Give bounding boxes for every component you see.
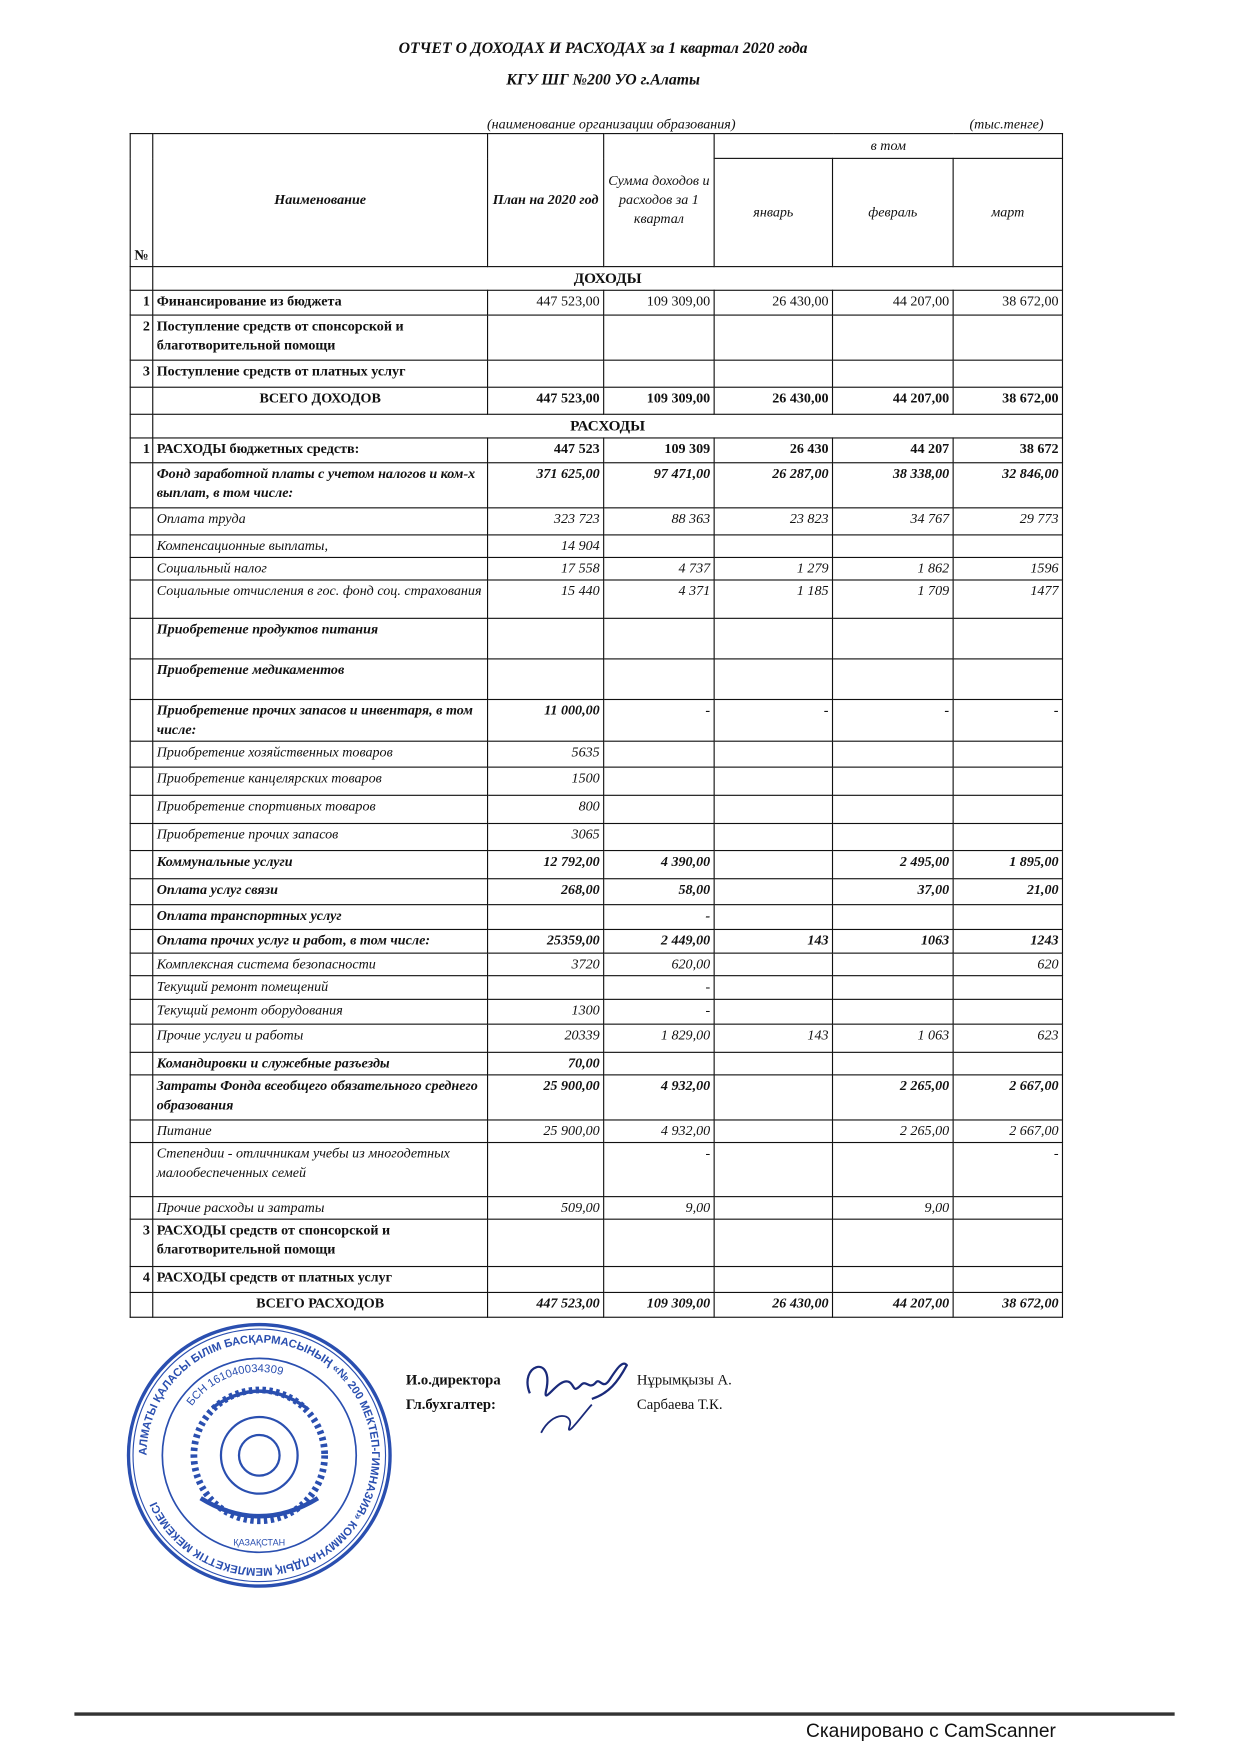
quarter-sum-cell xyxy=(604,742,714,768)
row-name-cell: Фонд заработной платы с учетом налогов и ком-х выплат, в том числе: xyxy=(153,463,488,508)
march-cell: 620 xyxy=(953,954,1062,976)
plan-cell xyxy=(488,905,604,930)
quarter-sum-cell: 88 363 xyxy=(604,508,714,535)
march-cell: 38 672,00 xyxy=(953,387,1062,414)
quarter-sum-cell: 58,00 xyxy=(604,879,714,905)
row-number-cell: 2 xyxy=(130,315,153,360)
quarter-sum-cell: 4 371 xyxy=(604,580,714,618)
february-cell: 37,00 xyxy=(833,879,954,905)
plan-cell: 371 625,00 xyxy=(488,463,604,508)
quarter-sum-cell xyxy=(604,824,714,851)
row-number-cell xyxy=(130,851,153,879)
february-cell xyxy=(833,1000,954,1025)
row-number-cell xyxy=(130,742,153,768)
row-number-cell xyxy=(130,659,153,700)
january-cell xyxy=(714,879,832,905)
table-row xyxy=(130,905,1062,930)
quarter-sum-cell: - xyxy=(604,905,714,930)
february-cell: 2 265,00 xyxy=(833,1120,954,1143)
march-cell: 2 667,00 xyxy=(953,1120,1062,1143)
plan-cell: 1500 xyxy=(488,768,604,796)
table-row xyxy=(130,976,1062,1000)
january-cell xyxy=(714,360,832,387)
svg-text:БСН 161040034309 xyxy=(185,1363,285,1408)
plan-cell xyxy=(488,1219,604,1266)
plan-cell: 12 792,00 xyxy=(488,851,604,879)
table-row xyxy=(130,619,1062,660)
quarter-sum-cell xyxy=(604,796,714,824)
february-cell xyxy=(833,360,954,387)
march-cell: 1596 xyxy=(953,558,1062,581)
plan-cell: 20339 xyxy=(488,1025,604,1053)
quarter-sum-cell: 1 829,00 xyxy=(604,1025,714,1053)
march-cell xyxy=(953,796,1062,824)
row-name-cell: Питание xyxy=(153,1120,488,1143)
row-name-cell: Оплата услуг связи xyxy=(153,879,488,905)
march-cell: 2 667,00 xyxy=(953,1075,1062,1120)
february-cell: 1063 xyxy=(833,930,954,954)
table-row xyxy=(130,360,1062,387)
plan-cell: 447 523,00 xyxy=(488,1293,604,1318)
row-name-cell: Комплексная система безопасности xyxy=(153,954,488,976)
table-row xyxy=(130,824,1062,851)
january-cell: 143 xyxy=(714,930,832,954)
january-cell xyxy=(714,851,832,879)
table-row xyxy=(130,558,1062,581)
january-cell xyxy=(714,1120,832,1143)
table-row xyxy=(130,1120,1062,1143)
plan-cell: 25359,00 xyxy=(488,930,604,954)
quarter-sum-cell: 9,00 xyxy=(604,1197,714,1219)
row-number-cell xyxy=(130,930,153,954)
march-cell xyxy=(953,1000,1062,1025)
january-cell: 26 430 xyxy=(714,438,832,463)
row-name-cell: Приобретение хозяйственных товаров xyxy=(153,742,488,768)
table-row xyxy=(130,659,1062,700)
january-cell: 26 287,00 xyxy=(714,463,832,508)
plan-cell: 17 558 xyxy=(488,558,604,581)
plan-cell xyxy=(488,315,604,360)
table-row xyxy=(130,535,1062,558)
row-name-cell: Командировки и служебные разъезды xyxy=(153,1053,488,1076)
handwritten-signature xyxy=(519,1343,632,1444)
january-cell xyxy=(714,1075,832,1120)
director-name: Нұрымқызы А. xyxy=(636,1371,732,1388)
table-row xyxy=(130,387,1062,414)
january-cell xyxy=(714,535,832,558)
plan-cell: 1300 xyxy=(488,1000,604,1025)
table-row xyxy=(130,1143,1062,1197)
february-cell xyxy=(833,796,954,824)
stamp-bin: БСН 161040034309 xyxy=(184,1363,285,1409)
row-number-cell xyxy=(130,508,153,535)
table-row xyxy=(130,1075,1062,1120)
february-cell: 1 709 xyxy=(833,580,954,618)
row-name-cell: РАСХОДЫ средств от спонсорской и благотворительной помощи xyxy=(153,1219,488,1266)
row-name-cell: Текущий ремонт оборудования xyxy=(153,1000,488,1025)
march-cell xyxy=(953,768,1062,796)
february-cell xyxy=(833,742,954,768)
february-cell: 2 495,00 xyxy=(833,851,954,879)
accountant-label: Гл.бухгалтер: xyxy=(405,1395,496,1413)
table-row xyxy=(130,315,1062,360)
march-cell xyxy=(953,619,1062,660)
january-cell xyxy=(714,1267,832,1293)
march-cell xyxy=(953,976,1062,1000)
quarter-sum-cell: 109 309 xyxy=(604,438,714,463)
january-cell: 1 279 xyxy=(714,558,832,581)
col-header-name: Наименование xyxy=(153,134,488,267)
quarter-sum-cell xyxy=(604,619,714,660)
row-number-cell xyxy=(130,905,153,930)
stamp-center-text: ҚАЗАҚСТАН xyxy=(233,1537,286,1548)
january-cell: 23 823 xyxy=(714,508,832,535)
plan-cell xyxy=(488,619,604,660)
january-cell xyxy=(714,976,832,1000)
row-name-cell: РАСХОДЫ средств от платных услуг xyxy=(153,1267,488,1293)
march-cell xyxy=(953,535,1062,558)
february-cell xyxy=(833,824,954,851)
col-header-march: март xyxy=(953,158,1062,266)
quarter-sum-cell xyxy=(604,315,714,360)
plan-cell: 15 440 xyxy=(488,580,604,618)
january-cell xyxy=(714,1143,832,1197)
col-header-group: в том xyxy=(714,134,1062,159)
march-cell xyxy=(953,360,1062,387)
col-header-plan: План на 2020 год xyxy=(488,134,604,267)
march-cell: 1243 xyxy=(953,930,1062,954)
row-number-cell xyxy=(130,824,153,851)
january-cell: 26 430,00 xyxy=(714,387,832,414)
row-name-cell: Текущий ремонт помещений xyxy=(153,976,488,1000)
row-name-cell: Приобретение прочих запасов xyxy=(153,824,488,851)
row-name-cell: Коммунальные услуги xyxy=(153,851,488,879)
february-cell xyxy=(833,535,954,558)
quarter-sum-cell: 109 309,00 xyxy=(604,291,714,316)
january-cell xyxy=(714,742,832,768)
row-number-cell: 1 xyxy=(130,438,153,463)
march-cell xyxy=(953,742,1062,768)
official-stamp xyxy=(124,1320,395,1591)
table-row xyxy=(130,463,1062,508)
row-name-cell: Социальный налог xyxy=(153,558,488,581)
organization-note: (наименование организации образования) xyxy=(486,116,736,132)
row-number-cell xyxy=(130,1143,153,1197)
row-number-cell xyxy=(130,954,153,976)
january-cell xyxy=(714,954,832,976)
quarter-sum-cell: 620,00 xyxy=(604,954,714,976)
plan-cell: 447 523,00 xyxy=(488,387,604,414)
plan-cell xyxy=(488,1143,604,1197)
quarter-sum-cell: 4 932,00 xyxy=(604,1120,714,1143)
row-name-cell: Приобретение канцелярских товаров xyxy=(153,768,488,796)
plan-cell: 323 723 xyxy=(488,508,604,535)
quarter-sum-cell: 2 449,00 xyxy=(604,930,714,954)
february-cell xyxy=(833,768,954,796)
row-name-cell: Поступление средств от платных услуг xyxy=(153,360,488,387)
row-number-cell xyxy=(130,463,153,508)
march-cell xyxy=(953,1197,1062,1219)
january-cell: 1 185 xyxy=(714,580,832,618)
table-row xyxy=(130,879,1062,905)
quarter-sum-cell: 4 390,00 xyxy=(604,851,714,879)
scanner-watermark: Сканировано с CamScanner xyxy=(806,1720,1056,1742)
february-cell: 44 207,00 xyxy=(833,387,954,414)
table-row xyxy=(130,768,1062,796)
table-row xyxy=(130,1197,1062,1219)
row-number-cell xyxy=(130,1053,153,1076)
row-number-cell xyxy=(130,879,153,905)
row-number-cell xyxy=(130,1075,153,1120)
january-cell xyxy=(714,619,832,660)
quarter-sum-cell: 109 309,00 xyxy=(604,1293,714,1318)
row-name-cell: Оплата транспортных услуг xyxy=(153,905,488,930)
row-name-cell: Прочие услуги и работы xyxy=(153,1025,488,1053)
quarter-sum-cell: 4 932,00 xyxy=(604,1075,714,1120)
quarter-sum-cell xyxy=(604,659,714,700)
row-name-cell: Приобретение прочих запасов и инвентаря, в том числе: xyxy=(153,700,488,742)
row-number-cell xyxy=(130,768,153,796)
plan-cell: 447 523,00 xyxy=(488,291,604,316)
february-cell xyxy=(833,976,954,1000)
signature-block xyxy=(130,1320,1062,1602)
march-cell: 29 773 xyxy=(953,508,1062,535)
section-row xyxy=(130,415,1062,439)
table-row xyxy=(130,438,1062,463)
row-number-cell: 3 xyxy=(130,360,153,387)
quarter-sum-cell: 97 471,00 xyxy=(604,463,714,508)
february-cell: 1 862 xyxy=(833,558,954,581)
march-cell: 38 672 xyxy=(953,438,1062,463)
march-cell: - xyxy=(953,1143,1062,1197)
february-cell: 2 265,00 xyxy=(833,1075,954,1120)
quarter-sum-cell xyxy=(604,360,714,387)
march-cell: 32 846,00 xyxy=(953,463,1062,508)
plan-cell xyxy=(488,1267,604,1293)
january-cell xyxy=(714,905,832,930)
col-header-february: февраль xyxy=(833,158,954,266)
row-name-cell: Приобретение медикаментов xyxy=(153,659,488,700)
table-row xyxy=(130,291,1062,316)
february-cell xyxy=(833,315,954,360)
january-cell xyxy=(714,768,832,796)
row-name-cell: РАСХОДЫ бюджетных средств: xyxy=(153,438,488,463)
plan-cell: 268,00 xyxy=(488,879,604,905)
quarter-sum-cell: - xyxy=(604,1000,714,1025)
plan-cell: 70,00 xyxy=(488,1053,604,1076)
table-row xyxy=(130,1025,1062,1053)
table-row xyxy=(130,742,1062,768)
plan-cell: 5635 xyxy=(488,742,604,768)
january-cell xyxy=(714,1000,832,1025)
quarter-sum-cell xyxy=(604,1267,714,1293)
february-cell xyxy=(833,905,954,930)
row-number-cell: 4 xyxy=(130,1267,153,1293)
row-name-cell: ВСЕГО ДОХОДОВ xyxy=(153,387,488,414)
income-expense-table xyxy=(130,133,1063,1318)
table-row xyxy=(130,851,1062,879)
january-cell xyxy=(714,1219,832,1266)
table-row xyxy=(130,1293,1062,1318)
row-number-cell xyxy=(130,267,153,291)
quarter-sum-cell xyxy=(604,1053,714,1076)
january-cell xyxy=(714,1053,832,1076)
row-number-cell xyxy=(130,1000,153,1025)
plan-cell xyxy=(488,659,604,700)
february-cell: 44 207,00 xyxy=(833,1293,954,1318)
march-cell: 38 672,00 xyxy=(953,291,1062,316)
plan-cell xyxy=(488,976,604,1000)
accountant-name: Сарбаева Т.К. xyxy=(636,1395,723,1413)
quarter-sum-cell: - xyxy=(604,700,714,742)
organization-name: КГУ ШГ №200 УО г.Алаты xyxy=(506,72,700,90)
plan-cell: 14 904 xyxy=(488,535,604,558)
february-cell: 38 338,00 xyxy=(833,463,954,508)
row-number-cell xyxy=(130,1120,153,1143)
table-row xyxy=(130,700,1062,742)
february-cell: 34 767 xyxy=(833,508,954,535)
february-cell: 9,00 xyxy=(833,1197,954,1219)
row-name-cell: ВСЕГО РАСХОДОВ xyxy=(153,1293,488,1318)
quarter-sum-cell xyxy=(604,768,714,796)
march-cell xyxy=(953,905,1062,930)
march-cell xyxy=(953,824,1062,851)
row-number-cell xyxy=(130,415,153,439)
table-body xyxy=(130,267,1062,1318)
february-cell xyxy=(833,1143,954,1197)
row-number-cell: 3 xyxy=(130,1219,153,1266)
table-row xyxy=(130,1000,1062,1025)
plan-cell: 25 900,00 xyxy=(488,1075,604,1120)
plan-cell: 447 523 xyxy=(488,438,604,463)
march-cell: - xyxy=(953,700,1062,742)
february-cell xyxy=(833,1053,954,1076)
col-header-number: № xyxy=(130,134,153,267)
row-number-cell xyxy=(130,535,153,558)
february-cell xyxy=(833,1267,954,1293)
march-cell: 623 xyxy=(953,1025,1062,1053)
january-cell xyxy=(714,824,832,851)
february-cell: - xyxy=(833,700,954,742)
march-cell xyxy=(953,659,1062,700)
stamp-outer-text: АЛМАТЫ ҚАЛАСЫ БІЛІМ БАСҚАРМАСЫНЫҢ «№ 200 МЕКТЕП-ГИМНАЗИЯ» КОММУНАЛДЫҚ МЕМЛЕКЕТТІК МЕКЕМЕСІ xyxy=(137,1333,382,1578)
quarter-sum-cell: 4 737 xyxy=(604,558,714,581)
row-name-cell: Компенсационные выплаты, xyxy=(153,535,488,558)
quarter-sum-cell xyxy=(604,535,714,558)
row-name-cell: Поступление средств от спонсорской и благотворительной помощи xyxy=(153,315,488,360)
row-number-cell xyxy=(130,619,153,660)
report-body xyxy=(130,133,1062,1602)
january-cell: 26 430,00 xyxy=(714,291,832,316)
row-number-cell xyxy=(130,976,153,1000)
march-cell: 21,00 xyxy=(953,879,1062,905)
row-number-cell xyxy=(130,1197,153,1219)
quarter-sum-cell: - xyxy=(604,1143,714,1197)
director-label: И.о.директора xyxy=(405,1371,501,1388)
march-cell: 38 672,00 xyxy=(953,1293,1062,1318)
row-number-cell xyxy=(130,1293,153,1318)
february-cell: 44 207 xyxy=(833,438,954,463)
february-cell xyxy=(833,619,954,660)
february-cell: 1 063 xyxy=(833,1025,954,1053)
january-cell: 26 430,00 xyxy=(714,1293,832,1318)
march-cell xyxy=(953,1053,1062,1076)
row-name-cell: Социальные отчисления в гос. фонд соц. страхования xyxy=(153,580,488,618)
row-number-cell: 1 xyxy=(130,291,153,316)
table-row xyxy=(130,930,1062,954)
january-cell xyxy=(714,315,832,360)
march-cell: 1477 xyxy=(953,580,1062,618)
february-cell xyxy=(833,1219,954,1266)
plan-cell: 25 900,00 xyxy=(488,1120,604,1143)
plan-cell: 509,00 xyxy=(488,1197,604,1219)
row-number-cell xyxy=(130,580,153,618)
section-row xyxy=(130,267,1062,291)
row-number-cell xyxy=(130,1025,153,1053)
row-name-cell: Степендии - отличникам учебы из многодетных малообеспеченных семей xyxy=(153,1143,488,1197)
january-cell xyxy=(714,1197,832,1219)
table-row xyxy=(130,508,1062,535)
table-row xyxy=(130,1053,1062,1076)
plan-cell: 800 xyxy=(488,796,604,824)
table-row xyxy=(130,1219,1062,1266)
col-header-quarter-sum: Сумма доходов и расходов за 1 квартал xyxy=(604,134,714,267)
quarter-sum-cell: - xyxy=(604,976,714,1000)
plan-cell: 11 000,00 xyxy=(488,700,604,742)
table-row xyxy=(130,580,1062,618)
march-cell: 1 895,00 xyxy=(953,851,1062,879)
section-title: РАСХОДЫ xyxy=(153,415,1063,439)
row-name-cell: Оплата труда xyxy=(153,508,488,535)
january-cell xyxy=(714,796,832,824)
row-name-cell: Финансирование из бюджета xyxy=(153,291,488,316)
quarter-sum-cell xyxy=(604,1219,714,1266)
row-number-cell xyxy=(130,796,153,824)
march-cell xyxy=(953,1267,1062,1293)
february-cell xyxy=(833,954,954,976)
section-title: ДОХОДЫ xyxy=(153,267,1063,291)
row-number-cell xyxy=(130,558,153,581)
row-number-cell xyxy=(130,700,153,742)
row-name-cell: Оплата прочих услуг и работ, в том числе: xyxy=(153,930,488,954)
table-row xyxy=(130,1267,1062,1293)
table-row xyxy=(130,954,1062,976)
plan-cell xyxy=(488,360,604,387)
row-name-cell: Затраты Фонда всеобщего обязательного среднего образования xyxy=(153,1075,488,1120)
march-cell xyxy=(953,1219,1062,1266)
february-cell: 44 207,00 xyxy=(833,291,954,316)
row-number-cell xyxy=(130,387,153,414)
february-cell xyxy=(833,659,954,700)
col-header-january: январь xyxy=(714,158,832,266)
row-name-cell: Приобретение продуктов питания xyxy=(153,619,488,660)
plan-cell: 3065 xyxy=(488,824,604,851)
plan-cell: 3720 xyxy=(488,954,604,976)
scan-edge-divider xyxy=(74,1712,1174,1715)
row-name-cell: Прочие расходы и затраты xyxy=(153,1197,488,1219)
table-row xyxy=(130,796,1062,824)
march-cell xyxy=(953,315,1062,360)
january-cell: 143 xyxy=(714,1025,832,1053)
report-title: ОТЧЕТ О ДОХОДАХ И РАСХОДАХ за 1 квартал 2020 года xyxy=(398,40,808,58)
row-name-cell: Приобретение спортивных товаров xyxy=(153,796,488,824)
january-cell xyxy=(714,659,832,700)
currency-unit: (тыс.тенге) xyxy=(969,116,1044,132)
quarter-sum-cell: 109 309,00 xyxy=(604,387,714,414)
january-cell: - xyxy=(714,700,832,742)
